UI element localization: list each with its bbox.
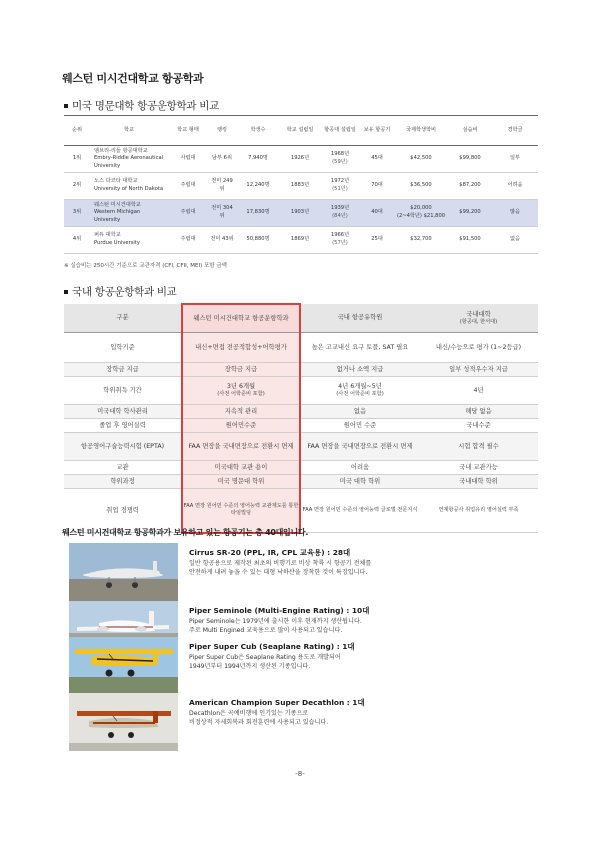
bullet-icon [64, 290, 68, 294]
table-header-row [64, 116, 538, 146]
aircraft-desc: Piper Super Cub은 Seaplane Rating 용도로 개발되어 1949년부터 1994년까지 생산된 기종입니다. [189, 654, 341, 670]
us-university-table [64, 115, 538, 254]
aircraft-desc: Decathlon은 곡예비행에 인기있는 기종으로 비정상적 자세회복과 회전훈련에 사용되고 있습니다. [189, 710, 329, 726]
aircraft-desc: 일반 항공용으로 제작된 최초의 비행기로 비상 착륙 시 항공기 전체를 안전하게 내려 놓을 수 있는 대형 낙하산을 장착한 것이 특징입니다. [189, 560, 372, 576]
table-row: 학위과정 미국 명문대 학위 미국 대학 학위 국내대학 학위 [64, 475, 538, 489]
table-header-row [64, 304, 538, 333]
col-header: 보유 항공기 [360, 116, 394, 146]
col-header: 학교 [90, 116, 168, 146]
col-header: 국내 항공유학원 [300, 304, 419, 333]
col-header: 학생수 [236, 116, 280, 146]
aircraft-name: Cirrus SR-20 (PPL, IR, CPL 교육용) : 28대 [189, 548, 351, 557]
table-note: ※ 실습비는 250시간 기준으로 교관자격 (CFI, CFII, MEI) 포함 금액 [64, 263, 227, 269]
table-row: 입학기준 내신+면접 전공적합성+어학평가 높은 고교내신 요구 토플, SAT 필요 내신/수능으로 평가 (1~2등급) [64, 333, 538, 363]
col-header: 순위 [64, 116, 90, 146]
table-row: 장학금 지급 장학금 지급 없거나 소액 지급 일부 성적우수자 지급 [64, 363, 538, 377]
aircraft-name: Piper Super Cub (Seaplane Rating) : 1대 [189, 642, 355, 651]
table-row: 항공영어구술능력시험 (EPTA) FAA 면장을 국내면장으로 전환시 면제 FAA 면장을 국내면장으로 전환시 면제 시험 합격 필수 [64, 433, 538, 461]
aircraft-name: Piper Seminole (Multi-Engine Rating) : 10대 [189, 606, 370, 615]
page-title: 웨스턴 미시건대학교 항공학과 [62, 72, 204, 85]
piper-super-cub-photo [69, 637, 178, 695]
col-header: 실습비 [448, 116, 492, 146]
aircraft-item [69, 543, 509, 603]
col-header-wmu: 웨스턴 미시건대학교 항공운항학과 [182, 304, 300, 333]
korea-comparison-table [64, 303, 538, 534]
table-row: 학위취득 기간 3년 6개월 (사전 어학준비 포함) 4년 6개월~5년 (사전 어학준비 포함) 4년 [64, 377, 538, 405]
super-decathlon-photo [69, 693, 178, 751]
col-header: 경학금 [492, 116, 538, 146]
cirrus-sr20-photo [69, 543, 178, 601]
col-header: 학교 설립일 [280, 116, 320, 146]
page-number: -8- [295, 770, 305, 778]
aircraft-item [69, 693, 509, 753]
table-row-highlight: 3위 웨스턴 미시건대학교 Western Michigan University 주립대 전미 304위 17,830명 1903년 1939년 (84년) 40대 $20,000 (2~4학년) $21,800 $99,200 많음 [64, 200, 538, 227]
col-header: 랭킹 [208, 116, 236, 146]
col-header: 구분 [64, 304, 182, 333]
table-row: 졸업 후 영어실력 원어민수준 원어민 수준 국내수준 [64, 419, 538, 433]
col-header: 국내대학 (항공대, 한서대) [419, 304, 538, 333]
aircraft-item [69, 637, 509, 697]
section2-heading: 국내 항공운항학과 비교 [64, 284, 177, 299]
table-row: 취업 경쟁력 FAA 면장 원어민 수준의 영어능력 교관제도를 통한 타임빌딩 FAA 면장 원어민 수준의 영어능력 글로벌 전문지식 연계항공사 취업유리 영어실력 부족 [64, 489, 538, 533]
table-row: 2위 노스 다코타 대학교 University of North Dakota 주립대 전미 249위 12,240명 1883년 1972년 (51년) 70대 $36,500 $87,200 어려움 [64, 173, 538, 200]
aircraft-name: American Champion Super Decathlon : 1대 [189, 698, 365, 707]
table-row: 미국대학 학사관리 지속적 관리 없음 해당 없음 [64, 405, 538, 419]
col-header: 항공대 설립일 [320, 116, 360, 146]
bullet-icon [64, 104, 68, 108]
aircraft-desc: Piper Seminole는 1979년에 출시한 이후 현재까지 생산됩니다. 주로 Multi Engined 교육용으로 많이 사용되고 있습니다. [189, 618, 362, 634]
section1-heading: 미국 명문대학 항공운항학과 비교 [64, 98, 219, 113]
aircraft-intro: 웨스턴 미시건대학교 항공학과가 보유하고 있는 항공기는 총 40대입니다. [62, 528, 309, 537]
col-header: 학교 형태 [168, 116, 208, 146]
table-row: 1위 엠브리-리들 항공대학교 Embry-Riddle Aeronautical University 사립대 남부 6위 7,940명 1926년 1968년 (59년) 45대 $42,500 $99,800 일부 [64, 146, 538, 173]
col-header: 국제학생학비 [394, 116, 448, 146]
table-row: 4위 퍼듀 대학교 Purdue University 주립대 전미 43위 50,880명 1869년 1966년 (57년) 25대 $32,700 $91,500 없음 [64, 227, 538, 254]
table-row: 교관 미국대학 교관 용이 어려움 국내 교관가능 [64, 461, 538, 475]
